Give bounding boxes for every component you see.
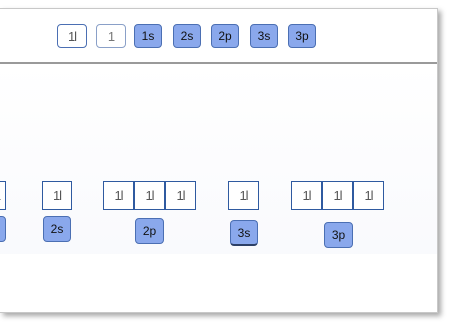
orbital-box-3p-2[interactable]	[322, 181, 353, 210]
orbital-box-2p-1-glyph: 1l	[114, 188, 123, 203]
orbital-diagram-window	[0, 8, 438, 313]
orbital-box-2s-glyph: 1l	[52, 188, 62, 203]
orbital-label-partial[interactable]	[0, 216, 6, 242]
paired-electron-tile-glyph: 1l	[67, 28, 77, 44]
orbital-label-2s[interactable]: 2s	[43, 216, 71, 242]
single-electron-tile-glyph: 1	[107, 28, 115, 44]
orbital-box-2p-2[interactable]	[134, 181, 165, 210]
orbital-box-3p-3[interactable]	[353, 181, 384, 210]
orbital-box-2p-2-glyph: 1l	[145, 188, 154, 203]
orbital-box-3p-1[interactable]	[291, 181, 322, 210]
label-2s-button[interactable]: 2s	[173, 24, 201, 48]
orbital-label-3s[interactable]: 3s	[230, 220, 258, 246]
workspace-lower-area	[0, 254, 437, 312]
orbital-label-2p[interactable]: 2p	[135, 218, 164, 244]
paired-electron-tile[interactable]	[57, 24, 87, 48]
label-1s-button[interactable]: 1s	[134, 24, 162, 48]
orbital-box-2s[interactable]	[42, 181, 72, 210]
orbital-box-3s-glyph: 1l	[239, 188, 248, 203]
palette-toolbar	[0, 9, 437, 64]
single-electron-tile[interactable]	[96, 24, 126, 48]
orbital-box-3p-3-glyph: 1l	[364, 188, 373, 203]
orbital-label-3p[interactable]: 3p	[324, 222, 353, 248]
orbital-box-2p-3[interactable]	[165, 181, 196, 210]
orbital-box-2p-3-glyph: 1l	[176, 188, 185, 203]
orbital-box-3p-1-glyph: 1l	[302, 188, 311, 203]
orbital-box-3p-2-glyph: 1l	[333, 188, 342, 203]
orbital-box-3s[interactable]	[228, 181, 259, 210]
label-3s-button[interactable]: 3s	[250, 24, 278, 48]
orbital-box-2p-1[interactable]	[103, 181, 134, 210]
label-2p-button[interactable]: 2p	[211, 24, 239, 48]
drop-workspace[interactable]	[0, 64, 437, 312]
orbital-box-partial[interactable]	[0, 181, 6, 210]
label-3p-button[interactable]: 3p	[288, 24, 316, 48]
